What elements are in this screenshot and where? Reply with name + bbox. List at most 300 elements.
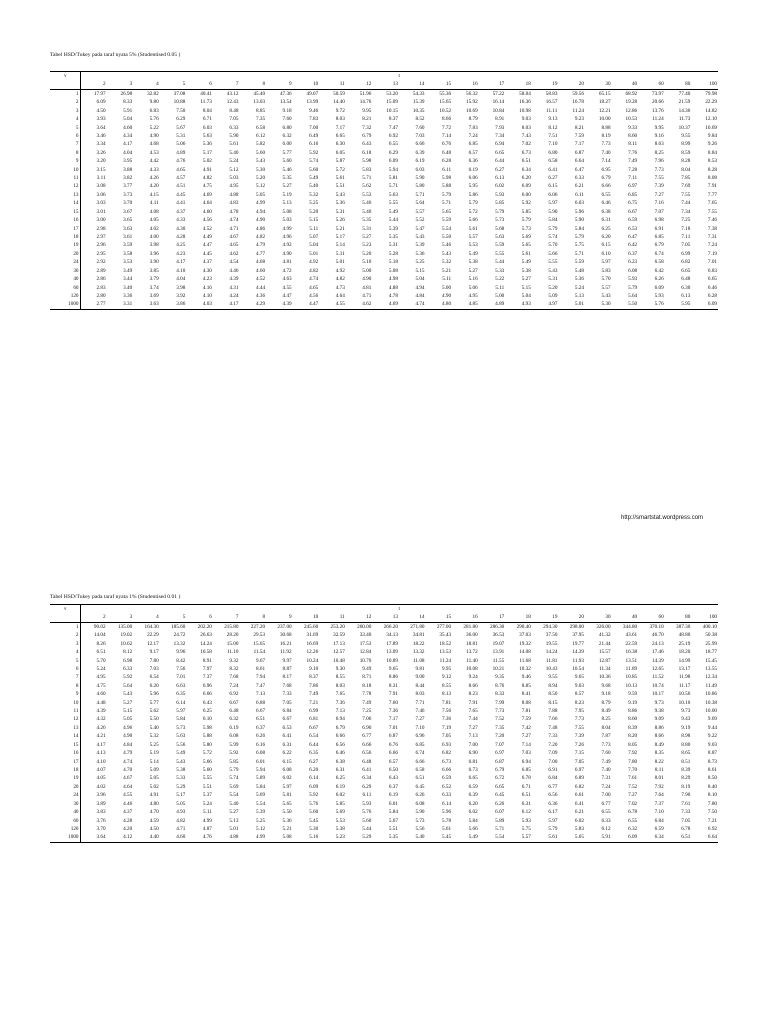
table-cell: 6.88 [255,699,266,706]
table-cell: 14.82 [705,107,717,114]
table-cell: 4.52 [202,225,212,232]
table-row [50,89,718,98]
table-cell: 6.48 [362,758,372,765]
table-row [50,774,718,782]
table-cell: 5.14 [149,758,159,765]
table-cell: 4.21 [96,733,106,740]
table-cell: 7.73 [495,708,505,715]
table-cell: 4.44 [255,284,266,291]
table-cell: 18.20 [678,649,691,656]
table-cell: 7.73 [654,166,664,173]
table-cell: 37.08 [173,90,186,97]
table-cell: 3.59 [123,242,133,249]
table-row [50,225,718,233]
table-cell: 5.09 [149,767,159,774]
table-cell: 8.59 [681,149,691,156]
table-cell: 6.94 [521,758,531,765]
table-cell: 6.64 [691,833,718,842]
table-cell: 5.46 [282,166,292,173]
table-cell: 3.64 [80,833,107,842]
table-cell: 4.16 [202,284,212,291]
row-v-label: 17 [50,758,80,766]
table-cell: 3.61 [123,234,133,241]
table-cell: 9.23 [574,116,584,123]
table-cell: 3.93 [96,116,106,123]
table-cell: 4.29 [239,300,266,309]
table-cell: 7.81 [442,699,452,706]
table-cell: 18.27 [598,99,611,106]
table-cell: 6.78 [681,825,691,832]
table-cell: 11.34 [599,665,611,672]
table-cell: 4.45 [202,250,212,257]
table-cell: 4.65 [309,284,319,291]
table-cell: 8.49 [654,741,664,748]
table-cell: 6.15 [282,758,292,765]
table-cell: 6.02 [282,775,292,782]
table-cell: 5.00 [495,292,505,299]
table-cell: 57.22 [492,90,505,97]
table-row [50,199,718,207]
table-cell: 5.00 [442,284,452,291]
table-cell: 6.08 [255,750,266,757]
table-cell: 7.33 [681,809,691,816]
table-cell: 6.05 [335,149,345,156]
table-cell: 2.97 [96,234,106,241]
table-cell: 7.44 [681,200,691,207]
row-v-label: 5 [50,124,80,132]
table-cell: 7.60 [388,699,398,706]
table-cell: 10.21 [492,665,505,672]
table-cell: 5.26 [335,217,345,224]
table-cell: 77.40 [678,90,691,97]
table-cell: 15.39 [412,99,425,106]
table-cell: 4.02 [149,225,159,232]
table-cell: 5.71 [495,825,505,832]
table-cell: 10.88 [173,99,186,106]
table-cell: 4.17 [213,300,240,309]
table-cell: 5.63 [495,234,505,241]
table-cell: 5.49 [468,250,478,257]
table-cell: 5.90 [548,208,558,215]
table-cell: 7.69 [681,183,691,190]
table-cell: 18.77 [705,649,717,656]
table-cell: 6.76 [388,741,398,748]
table-cell: 8.10 [707,792,717,799]
table-cell: 7.65 [707,200,717,207]
table-cell: 5.32 [309,191,319,198]
table-cell: 185.60 [171,623,186,630]
table-cell: 6.79 [495,767,505,774]
table-cell: 5.61 [442,825,452,832]
table-cell: 58.04 [519,90,531,97]
table-cell: 5.29 [176,783,186,790]
table-cell: 17.97 [93,90,106,97]
table-cell: 3.98 [149,242,159,249]
table-cell: 6.43 [202,699,212,706]
table-cell: 5.36 [202,141,212,148]
row-v-label: 60 [50,817,80,825]
table-cell: 11.98 [678,674,691,681]
table-cell: 6.13 [681,292,691,299]
table-cell: 9.59 [628,691,638,698]
table-cell: 5.89 [495,817,505,824]
table-cell: 7.17 [335,124,345,131]
table-cell: 10.37 [678,124,691,131]
table-cell: 9.55 [681,132,691,139]
table-cell: 6.33 [601,817,611,824]
table-cell: 5.70 [548,242,558,249]
table-cell: 6.77 [548,783,558,790]
table-cell: 5.27 [362,234,372,241]
table-cell: 5.73 [415,817,425,824]
table-cell: 5.83 [601,267,611,274]
table-cell: 7.49 [309,691,319,698]
table-cell: 5.98 [362,158,372,165]
table-cell: 5.90 [415,809,425,816]
table-row [50,267,718,275]
column-header: 7 [213,80,240,89]
table-cell: 8.25 [654,149,664,156]
table-cell: 4.60 [96,691,106,698]
table-cell: 6.67 [282,716,292,723]
table-cell: 8.39 [681,767,691,774]
table-cell: 4.60 [123,124,133,131]
table-cell: 7.27 [628,792,638,799]
table-cell: 4.63 [282,276,292,283]
table-cell: 4.41 [176,200,186,207]
table-cell: 5.56 [176,741,186,748]
table-cell: 4.79 [123,750,133,757]
column-header: 13 [372,613,399,622]
table-cell: 7.15 [574,750,584,757]
table-cell: 5.50 [442,234,452,241]
table-cell: 79.98 [705,90,717,97]
table-cell: 8.87 [707,750,717,757]
row-v-label: 17 [50,225,80,233]
table-cell: 9.03 [707,741,717,748]
table-cell: 7.72 [442,124,452,131]
table-cell: 26.98 [120,90,133,97]
table-cell: 5.60 [202,767,212,774]
table-cell: 2.95 [96,250,106,257]
table-cell: 36.00 [466,632,478,639]
column-header: 8 [239,80,266,89]
table-cell: 4.48 [96,699,106,706]
tukey-table-5-percent [50,71,718,310]
table-cell: 4.96 [123,724,133,731]
row-v-label: 10 [50,699,80,707]
table-cell: 4.64 [123,783,133,790]
table-cell: 9.69 [707,716,717,723]
table-cell: 5.35 [362,217,372,224]
table-cell: 19.32 [519,640,531,647]
table-cell: 5.64 [628,292,638,299]
table-cell: 5.16 [293,833,320,842]
table-cell: 30.68 [279,632,292,639]
table-cell: 10.32 [519,665,531,672]
column-header: 80 [665,613,692,622]
table-cell: 6.48 [442,149,452,156]
table-cell: 5.60 [362,817,372,824]
table-cell: 16.69 [306,640,319,647]
table-cell: 5.39 [415,242,425,249]
table-cell: 6.98 [654,217,664,224]
table-cell: 7.36 [442,716,452,723]
table-cell: 9.65 [388,665,398,672]
table-cell: 6.11 [575,191,584,198]
column-header: 18 [505,613,532,622]
table-cell: 6.82 [574,783,584,790]
table-cell: 4.17 [96,741,106,748]
table-cell: 13.03 [253,99,266,106]
table-cell: 7.97 [202,665,212,672]
table-cell: 7.11 [628,175,638,182]
column-header: 20 [558,613,585,622]
table-cell: 9.12 [442,674,452,681]
table-cell: 5.89 [255,775,266,782]
table-cell: 8.11 [654,767,664,774]
table-cell: 5.60 [282,158,292,165]
table-cell: 9.00 [415,674,425,681]
table-cell: 7.56 [442,708,452,715]
table-cell: 5.39 [255,809,266,816]
table-cell: 7.20 [495,733,505,740]
table-cell: 6.29 [176,116,186,123]
table-cell: 7.96 [654,158,664,165]
table-cell: 3.67 [123,208,133,215]
table-cell: 4.75 [96,682,106,689]
table-cell: 4.30 [176,225,186,232]
table-cell: 7.32 [362,124,372,131]
table-cell: 36.53 [492,632,505,639]
table-cell: 4.64 [335,292,345,299]
table-cell: 5.46 [362,200,372,207]
source-url[interactable]: http://smartstat.wordpress.com [621,515,704,521]
table-cell: 6.14 [176,699,186,706]
table-cell: 5.15 [123,708,133,715]
table-cell: 5.83 [362,166,372,173]
table-cell: 6.20 [601,234,611,241]
table-cell: 326.00 [596,623,611,630]
table-cell: 4.81 [282,259,292,266]
table-cell: 11.89 [625,665,638,672]
table-cell: 7.21 [309,699,319,706]
table-cell: 6.71 [202,116,212,123]
table-cell: 5.66 [468,825,478,832]
column-header: 17 [479,80,506,89]
table-cell: 7.24 [601,783,611,790]
table-cell: 9.96 [176,649,186,656]
table-cell: 40.41 [200,90,212,97]
column-header: 15 [426,613,453,622]
table-cell: 7.27 [468,724,478,731]
table-cell: 4.42 [149,158,159,165]
table-cell: 5.51 [388,825,398,832]
table-cell: 4.50 [96,107,106,114]
table-cell: 4.62 [346,300,373,309]
table-cell: 50.38 [705,632,717,639]
table-cell: 5.12 [229,166,239,173]
table-cell: 5.93 [521,817,531,824]
table-cell: 6.50 [388,767,398,774]
table-cell: 4.92 [282,242,292,249]
column-header: 15 [426,80,453,89]
table-cell: 5.45 [426,833,453,842]
table-cell: 5.37 [202,792,212,799]
table-cell: 8.03 [415,691,425,698]
table-cell: 5.19 [282,191,292,198]
table-cell: 4.98 [388,276,398,283]
table-cell: 6.21 [574,809,584,816]
table-cell: 7.73 [574,716,584,723]
table-cell: 4.90 [282,250,292,257]
table-cell: 13.32 [173,640,186,647]
table-cell: 6.31 [601,217,611,224]
table-cell: 5.07 [309,234,319,241]
table-cell: 56.32 [466,90,478,97]
table-cell: 6.75 [628,200,638,207]
table-cell: 11.24 [439,657,452,664]
table-cell: 7.55 [574,724,584,731]
table-row [50,292,718,300]
table-cell: 6.33 [229,124,239,131]
table-cell: 8.22 [654,758,664,765]
table-cell: 7.38 [707,225,717,232]
table-cell: 4.33 [149,166,159,173]
table-cell: 8.86 [628,708,638,715]
table-cell: 6.09 [521,183,531,190]
table-cell: 2.83 [96,284,106,291]
table-cell: 6.09 [654,284,664,291]
table-cell: 3.90 [149,259,159,266]
table-cell: 7.05 [442,733,452,740]
column-header: 14 [399,80,426,89]
table-cell: 16.57 [545,99,558,106]
table-cell: 4.23 [176,250,186,257]
table-cell: 4.56 [309,292,319,299]
table-cell: 387.30 [676,623,691,630]
table-cell: 7.46 [415,708,425,715]
table-cell: 5.79 [521,217,531,224]
table-cell: 5.04 [123,116,133,123]
table-cell: 5.76 [309,800,319,807]
table-cell: 5.35 [282,175,292,182]
table-cell: 4.74 [123,758,133,765]
table-cell: 260.00 [357,623,372,630]
table-cell: 5.04 [415,276,425,283]
table-cell: 4.64 [202,200,212,207]
v-header: v [50,72,80,81]
table-cell: 4.32 [96,716,106,723]
table-cell: 6.95 [601,166,611,173]
table-cell: 6.55 [628,817,638,824]
table-cell: 5.24 [96,665,106,672]
table-cell: 9.43 [681,716,691,723]
row-v-label: 19 [50,774,80,782]
table-cell: 7.27 [654,191,664,198]
table-cell: 6.08 [415,800,425,807]
table-cell: 4.28 [123,817,133,824]
table-cell: 6.02 [468,809,478,816]
table-cell: 5.01 [558,300,585,309]
table-cell: 5.79 [548,825,558,832]
table-cell: 3.70 [123,200,133,207]
table-cell: 5.06 [176,141,186,148]
table-cell: 5.84 [388,809,398,816]
table-cell: 7.21 [707,817,717,824]
row-v-label: 14 [50,199,80,207]
table-cell: 6.85 [654,234,664,241]
table-cell: 6.36 [468,158,478,165]
table-cell: 6.65 [495,783,505,790]
table-cell: 6.33 [123,665,133,672]
table-cell: 4.82 [255,234,266,241]
table-cell: 4.39 [96,708,106,715]
table-cell: 7.68 [282,682,292,689]
table-cell: 7.09 [548,750,558,757]
column-header: 3 [107,80,134,89]
column-header: 40 [612,613,639,622]
table-cell: 8.61 [707,767,717,774]
table-cell: 11.92 [280,649,292,656]
table-cell: 5.04 [521,292,531,299]
table-cell: 6.11 [362,792,372,799]
table-cell: 7.65 [468,708,478,715]
table-cell: 5.65 [282,800,292,807]
table-cell: 11.73 [678,116,691,123]
table-cell: 7.34 [495,132,505,139]
table-cell: 7.66 [548,716,558,723]
table-cell: 5.61 [335,175,345,182]
column-header: 80 [665,80,692,89]
table-cell: 12.87 [598,657,611,664]
table-row [50,300,718,309]
table-cell: 4.24 [229,292,239,299]
table-cell: 7.27 [415,716,425,723]
table-cell: 15.09 [386,99,398,106]
column-header: 4 [133,613,160,622]
table-cell: 7.00 [468,741,478,748]
table-cell: 7.24 [468,132,478,139]
table-cell: 5.19 [149,750,159,757]
table-cell: 6.65 [707,276,717,283]
table-cell: 8.28 [681,158,691,165]
table-cell: 10.10 [678,699,691,706]
table-cell: 4.99 [282,225,292,232]
table-cell: 3.82 [123,175,133,182]
table-cell: 5.01 [229,825,239,832]
column-header: 60 [638,80,665,89]
table-cell: 6.97 [628,183,638,190]
table-cell: 5.85 [521,208,531,215]
table-cell: 6.12 [521,809,531,816]
table-cell: 6.53 [282,724,292,731]
table-cell: 7.19 [442,724,452,731]
table-cell: 5.78 [442,817,452,824]
table-cell: 4.37 [123,809,133,816]
table-cell: 5.25 [309,200,319,207]
table-cell: 7.60 [282,116,292,123]
table-cell: 5.43 [601,292,611,299]
table-cell: 4.12 [107,833,134,842]
table-cell: 7.71 [415,699,425,706]
table-cell: 8.04 [601,724,611,731]
table-cell: 8.03 [335,682,345,689]
table-cell: 4.20 [123,825,133,832]
table-cell: 13.09 [386,649,398,656]
table-cell: 7.49 [628,158,638,165]
table-cell: 4.46 [123,800,133,807]
